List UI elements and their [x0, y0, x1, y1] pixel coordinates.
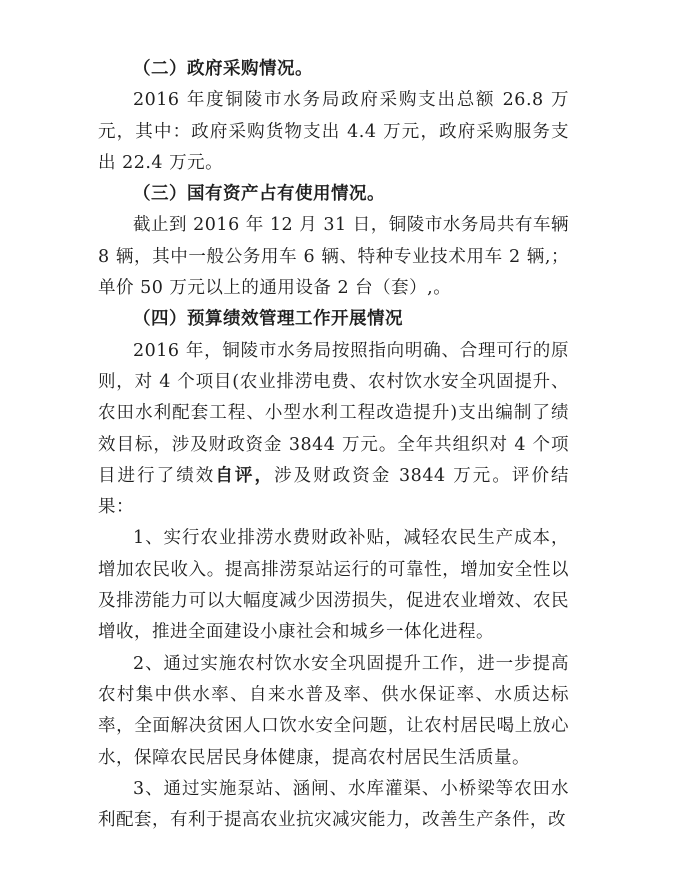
- paragraph-result-point-2: 2、通过实施农村饮水安全巩固提升工作，进一步提高农村集中供水率、自来水普及率、供水保证率、水质达标率，全面解决贫困人口饮水安全问题，让农村居民喝上放心水，保障农民居民身体健康，提高农村居民生活质量。: [98, 653, 569, 768]
- paragraph-result-point-3: 3、通过实施泵站、涵闸、水库灌渠、小桥梁等农田水利配套，有利于提高农业抗灾减灾能力，改善生产条件，改: [98, 778, 569, 831]
- paragraph-state-assets: 截止到 2016 年 12 月 31 日，铜陵市水务局共有车辆 8 辆，其中一般公务用车 6 辆、特种专业技术用车 2 辆,；单价 50 万元以上的通用设备 2 台（套）,。: [98, 215, 569, 299]
- heading-section-4-budget-performance: （四）预算绩效管理工作开展情况: [133, 309, 403, 330]
- text-segment-bold-self-evaluation: 自评，: [215, 465, 275, 486]
- heading-section-3-state-assets: （三）国有资产占有使用情况。: [133, 184, 385, 205]
- paragraph-budget-performance: [98, 336, 569, 524]
- heading-section-2-gov-procurement: （二）政府采购情况。: [133, 59, 313, 79]
- paragraph-result-point-1: 1、实行农业排涝水费财政补贴，减轻农民生产成本，增加农民收入。提高排涝泵站运行的可靠性，增加安全性以及排涝能力可以大幅度减少因涝损失，促进农业增效、农民增收，推进全面建设小康社会和城乡一体化进程。: [98, 528, 569, 643]
- paragraph-gov-procurement: 2016 年度铜陵市水务局政府采购支出总额 26.8 万元，其中：政府采购货物支出 4.4 万元，政府采购服务支出 22.4 万元。: [98, 90, 569, 173]
- text-segment-regular: 涉及财政资金 3844 万元。评价结果：: [98, 465, 570, 518]
- document-text-area: [98, 54, 569, 836]
- text-segment-regular: 2016 年，铜陵市水务局按照指向明确、合理可行的原则，对 4 个项目(农业排涝电费、农村饮水安全巩固提升、农田水利配套工程、小型水利工程改造提升)支出编制了绩效目标，涉及财政资金 3844 万元。全年共组织对 4 个项目进行了绩效: [98, 340, 569, 486]
